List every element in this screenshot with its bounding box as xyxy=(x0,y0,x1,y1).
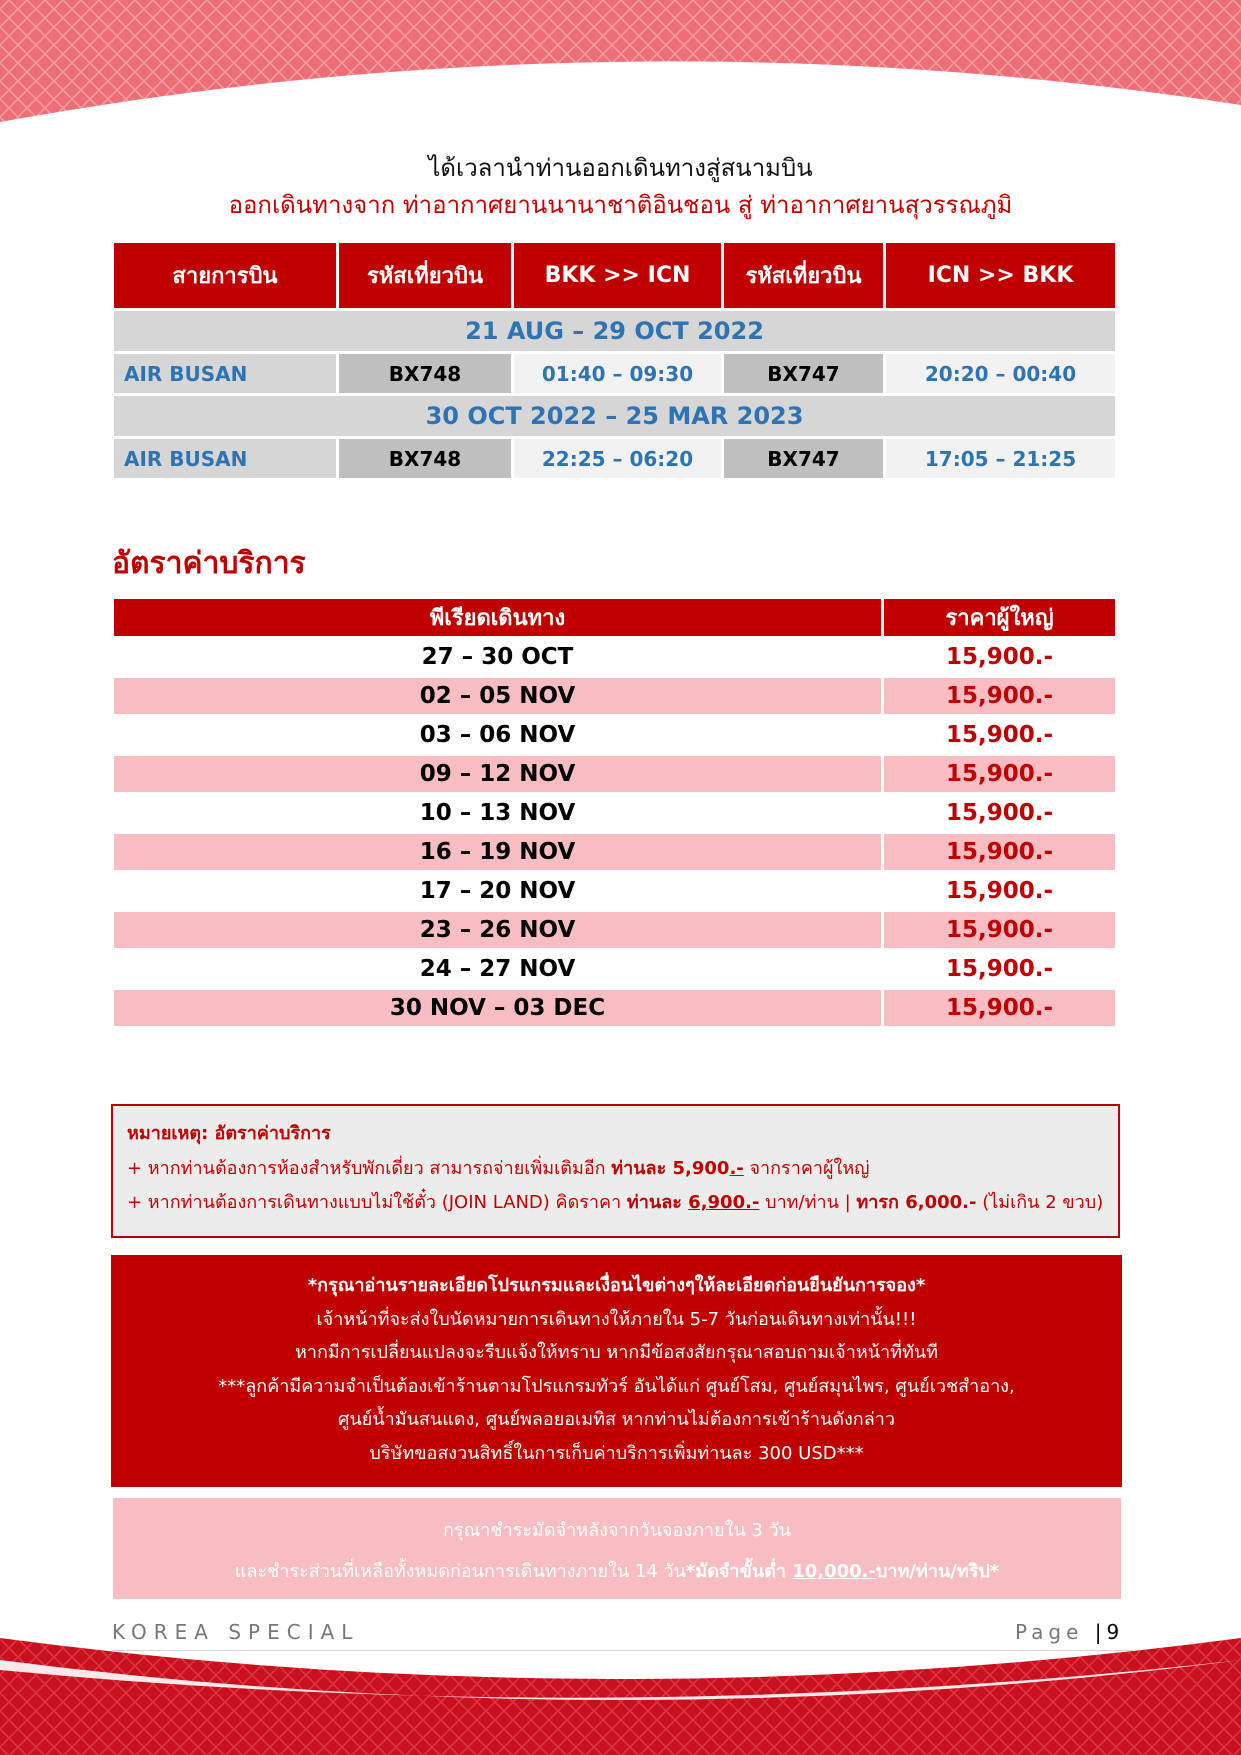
rate-row xyxy=(114,756,1115,792)
note-emphasis: ท่านละ 5,900 xyxy=(611,1158,730,1179)
flight-table-header xyxy=(114,243,1115,308)
page-label: Page xyxy=(1015,1620,1084,1644)
payment-terms-box xyxy=(113,1498,1121,1599)
note-text: บาท/ท่าน | xyxy=(759,1192,857,1213)
rate-period: 03 – 06 NOV xyxy=(419,722,576,748)
notice-line: *กรุณาอ่านรายละเอียดโปรแกรมและเงื่อนไขต่างๆให้ละเอียดก่อนยืนยันการจอง* xyxy=(307,1275,926,1296)
header-ret-code: รหัสเที่ยวบิน xyxy=(724,243,883,308)
note-text: จากราคาผู้ใหญ่ xyxy=(743,1158,870,1179)
rate-period: 30 NOV – 03 DEC xyxy=(114,990,881,1026)
period-label: 30 OCT 2022 – 25 MAR 2023 xyxy=(114,396,1115,436)
note-single-room xyxy=(127,1152,1104,1186)
period-row xyxy=(114,396,1115,436)
important-notice-box xyxy=(111,1255,1122,1487)
header-adult-price: ราคาผู้ใหญ่ xyxy=(884,599,1115,636)
payment-emphasis: *มัดจำขั้นต่ำ xyxy=(685,1561,793,1582)
payment-emphasis: บาท/ท่าน/ทริป* xyxy=(876,1561,1000,1582)
rate-price: 15,900.- xyxy=(884,756,1115,792)
note-text: (ไม่เกิน 2 ขวบ) xyxy=(976,1192,1104,1213)
rate-price: 15,900.- xyxy=(884,834,1115,870)
rates-note-box xyxy=(111,1104,1120,1238)
note-emphasis: ท่านละ xyxy=(626,1192,689,1213)
outbound-flight-code: BX748 xyxy=(339,439,511,478)
rate-period: 09 – 12 NOV xyxy=(114,756,881,792)
airline-name: AIR BUSAN xyxy=(114,439,336,478)
departure-intro xyxy=(0,150,1241,224)
payment-line-2 xyxy=(113,1551,1121,1592)
rate-row xyxy=(114,639,1115,675)
footer-program-name: KOREA SPECIAL xyxy=(112,1620,360,1644)
payment-line-1: กรุณาชำระมัดจำหลังจากวันจองภายใน 3 วัน xyxy=(443,1520,791,1541)
note-join-land xyxy=(127,1186,1104,1220)
note-text: + หากท่านต้องการห้องสำหรับพักเดี่ยว สามารถจ่ายเพิ่มเติมอีก xyxy=(127,1158,612,1179)
notice-line: ***ลูกค้ามีความจำเป็นต้องเข้าร้านตามโปรแกรมทัวร์ อันได้แก่ ศูนย์โสม, ศูนย์สมุนไพร, ศูนย์เวชสำอาง, xyxy=(218,1375,1015,1397)
note-emphasis: ทารก 6,000.- xyxy=(856,1192,977,1213)
bottom-wave-decoration xyxy=(0,1630,1241,1755)
rates-header xyxy=(114,599,1115,636)
notice-line: ศูนย์น้ำมันสนแดง, ศูนย์พลอยอเมทิส หากท่านไม่ต้องการเข้าร้านดังกล่าว xyxy=(338,1409,895,1430)
rate-row xyxy=(114,795,1115,831)
rate-row xyxy=(114,990,1115,1026)
header-bkk-icn: BKK >> ICN xyxy=(514,243,721,308)
airline-name: AIR BUSAN xyxy=(114,354,336,393)
note-emphasis-underline: .- xyxy=(729,1158,744,1179)
return-flight-time: 17:05 – 21:25 xyxy=(886,439,1115,478)
rate-period: 17 – 20 NOV xyxy=(419,878,576,904)
period-row xyxy=(114,311,1115,351)
notice-line: เจ้าหน้าที่จะส่งใบนัดหมายการเดินทางให้ภายใน 5-7 วันก่อนเดินทางเท่านั้น!!! xyxy=(316,1308,917,1330)
top-wave-decoration xyxy=(0,0,1241,130)
return-flight-code: BX747 xyxy=(724,354,883,393)
rate-period: 23 – 26 NOV xyxy=(114,912,881,948)
rate-period: 10 – 13 NOV xyxy=(419,800,576,826)
rate-price: 15,900.- xyxy=(945,800,1054,826)
return-flight-code: BX747 xyxy=(724,439,883,478)
rate-row xyxy=(114,951,1115,987)
rate-row xyxy=(114,678,1115,714)
notice-line: หากมีการเปลี่ยนแปลงจะรีบแจ้งให้ทราบ หากมีข้อสงสัยกรุณาสอบถามเจ้าหน้าที่ทันที xyxy=(294,1342,939,1363)
flight-row xyxy=(114,354,1115,393)
rate-price: 15,900.- xyxy=(945,878,1054,904)
note-emphasis-underline: 6,900.- xyxy=(688,1192,760,1213)
rate-row xyxy=(114,834,1115,870)
payment-deposit-amount: 10,000.- xyxy=(792,1561,876,1582)
outbound-flight-code: BX748 xyxy=(339,354,511,393)
note-title: หมายเหตุ: อัตราค่าบริการ xyxy=(127,1123,331,1144)
period-label: 21 AUG – 29 OCT 2022 xyxy=(114,311,1115,351)
rate-period: 27 – 30 OCT xyxy=(421,644,574,670)
rate-row xyxy=(114,912,1115,948)
rate-row xyxy=(114,717,1115,753)
header-period: พีเรียดเดินทาง xyxy=(114,599,881,636)
rate-price: 15,900.- xyxy=(884,912,1115,948)
rate-period: 02 – 05 NOV xyxy=(114,678,881,714)
note-text: + หากท่านต้องการเดินทางแบบไม่ใช้ตั๋ว (JOIN LAND) คิดราคา xyxy=(127,1192,627,1213)
page-number: 9 xyxy=(1106,1620,1120,1644)
rate-period: 16 – 19 NOV xyxy=(114,834,881,870)
header-icn-bkk: ICN >> BKK xyxy=(886,243,1115,308)
intro-line-1: ได้เวลานำท่านออกเดินทางสู่สนามบิน xyxy=(428,154,813,182)
outbound-flight-time: 01:40 – 09:30 xyxy=(514,354,721,393)
rate-price: 15,900.- xyxy=(945,956,1054,982)
intro-line-2: ออกเดินทางจาก ท่าอากาศยานนานาชาติอินชอน สู่ ท่าอากาศยานสุวรรณภูมิ xyxy=(228,191,1013,219)
return-flight-time: 20:20 – 00:40 xyxy=(886,354,1115,393)
rates-title: อัตราค่าบริการ xyxy=(112,546,306,581)
rate-price: 15,900.- xyxy=(945,722,1054,748)
rate-price: 15,900.- xyxy=(884,990,1115,1026)
page-separator: | xyxy=(1094,1620,1107,1644)
rate-price: 15,900.- xyxy=(945,644,1054,670)
rate-row xyxy=(114,873,1115,909)
rate-price: 15,900.- xyxy=(884,678,1115,714)
flight-schedule-table xyxy=(111,240,1118,481)
flight-row xyxy=(114,439,1115,478)
header-airline: สายการบิน xyxy=(114,243,336,308)
rate-period: 24 – 27 NOV xyxy=(419,956,576,982)
outbound-flight-time: 22:25 – 06:20 xyxy=(514,439,721,478)
header-out-code: รหัสเที่ยวบิน xyxy=(339,243,511,308)
notice-line: บริษัทขอสงวนสิทธิ์ในการเก็บค่าบริการเพิ่มท่านละ 300 USD*** xyxy=(369,1442,864,1464)
rates-table xyxy=(111,596,1118,1029)
payment-text: และชำระส่วนที่เหลือทั้งหมดก่อนการเดินทางภายใน 14 วัน xyxy=(234,1561,686,1582)
